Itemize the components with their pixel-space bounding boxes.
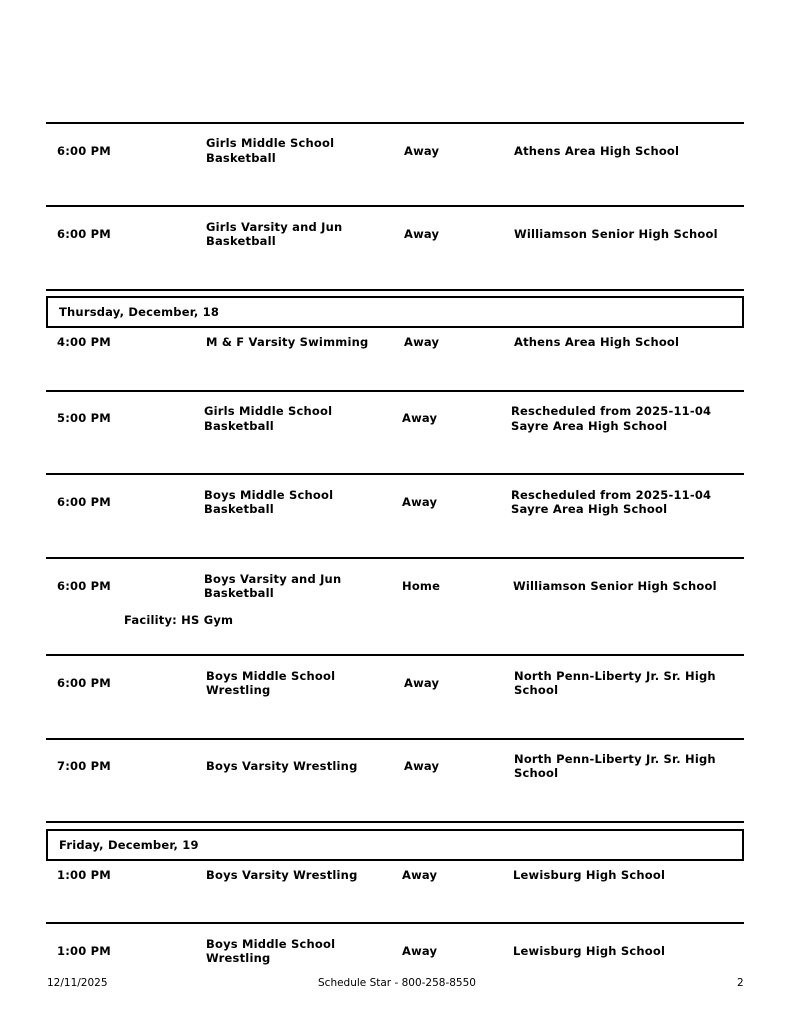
event-sport: Girls Middle School [204, 404, 333, 418]
event-location: Away [404, 335, 440, 349]
event-sport: Basketball [204, 419, 274, 433]
event-opponent: Athens Area High School [514, 335, 680, 349]
event-opponent: School [514, 766, 559, 780]
event-time: 6:00 PM [57, 227, 111, 241]
event-time: 1:00 PM [57, 944, 111, 958]
divider [46, 738, 744, 740]
event-opponent: Lewisburg High School [513, 868, 666, 882]
day-header [46, 829, 744, 861]
event-sport: Wrestling [206, 683, 271, 697]
divider [46, 473, 744, 475]
event-sport: Girls Middle School [206, 136, 335, 150]
divider [46, 390, 744, 392]
event-opponent: Sayre Area High School [511, 502, 668, 516]
footer-date: 12/11/2025 [47, 977, 108, 989]
event-location: Away [402, 411, 438, 425]
event-opponent: North Penn-Liberty Jr. Sr. High [514, 752, 716, 766]
event-sport: M & F Varsity Swimming [206, 335, 369, 349]
event-sport: Boys Middle School [206, 937, 336, 951]
divider [46, 122, 744, 124]
event-location: Home [402, 579, 441, 593]
event-facility: Facility: HS Gym [124, 613, 234, 627]
event-time: 5:00 PM [57, 411, 111, 425]
event-opponent: Sayre Area High School [511, 419, 668, 433]
event-sport: Basketball [206, 234, 276, 248]
divider [46, 821, 744, 823]
event-time: 6:00 PM [57, 579, 111, 593]
event-sport: Basketball [206, 151, 276, 165]
event-time: 1:00 PM [57, 868, 111, 882]
event-time: 6:00 PM [57, 676, 111, 690]
page-number: 2 [737, 977, 744, 989]
event-opponent: Williamson Senior High School [514, 227, 718, 241]
event-location: Away [402, 495, 438, 509]
event-location: Away [404, 144, 440, 158]
event-sport: Boys Middle School [206, 669, 336, 683]
event-time: 6:00 PM [57, 495, 111, 509]
event-time: 6:00 PM [57, 144, 111, 158]
event-location: Away [402, 944, 438, 958]
event-opponent: Lewisburg High School [513, 944, 666, 958]
divider [46, 289, 744, 291]
event-opponent: Williamson Senior High School [513, 579, 717, 593]
event-location: Away [402, 868, 438, 882]
divider [46, 654, 744, 656]
event-sport: Boys Varsity Wrestling [206, 759, 358, 773]
event-location: Away [404, 759, 440, 773]
footer-center: Schedule Star - 800-258-8550 [318, 977, 476, 989]
event-sport: Boys Varsity Wrestling [206, 868, 358, 882]
event-location: Away [404, 227, 440, 241]
event-sport: Basketball [204, 586, 274, 600]
event-opponent: School [514, 683, 559, 697]
day-header-label: Friday, December, 19 [59, 838, 199, 852]
event-sport: Wrestling [206, 951, 271, 965]
divider [46, 557, 744, 559]
day-header-label: Thursday, December, 18 [59, 305, 220, 319]
divider [46, 922, 744, 924]
event-opponent: Rescheduled from 2025-11-04 [511, 488, 712, 502]
day-header [46, 296, 744, 328]
event-location: Away [404, 676, 440, 690]
event-time: 7:00 PM [57, 759, 111, 773]
event-time: 4:00 PM [57, 335, 111, 349]
event-opponent: Athens Area High School [514, 144, 680, 158]
event-opponent: North Penn-Liberty Jr. Sr. High [514, 669, 716, 683]
divider [46, 205, 744, 207]
event-opponent: Rescheduled from 2025-11-04 [511, 404, 712, 418]
event-sport: Girls Varsity and Jun [206, 220, 343, 234]
event-sport: Boys Varsity and Jun [204, 572, 342, 586]
event-sport: Basketball [204, 502, 274, 516]
event-sport: Boys Middle School [204, 488, 334, 502]
